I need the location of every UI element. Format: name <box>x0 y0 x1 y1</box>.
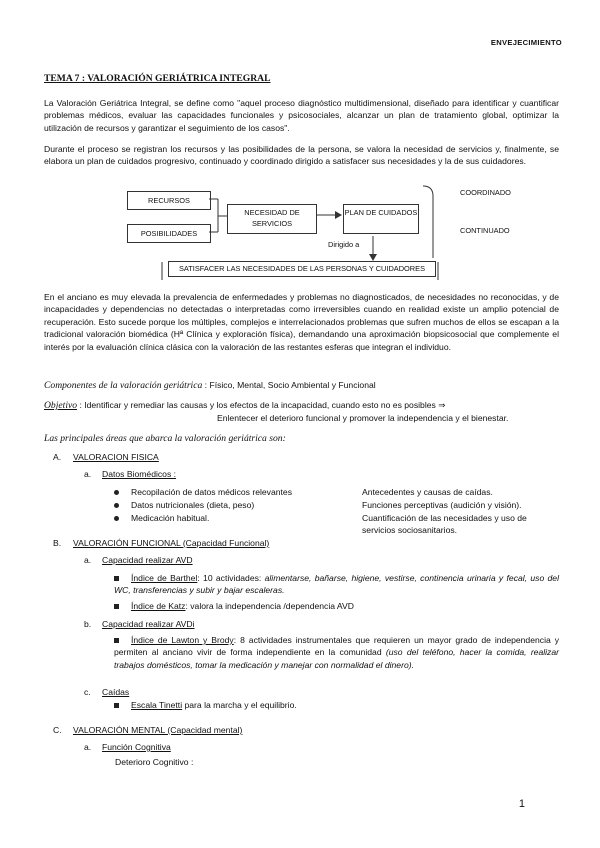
satisfacer-box: SATISFACER LAS NECESIDADES DE LAS PERSONAS Y CUIDADORES <box>168 261 436 277</box>
section-b-title: VALORACIÓN FUNCIONAL (Capacidad Funcional) <box>73 538 270 548</box>
section-a-sub-a-title: Datos Biomédicos : <box>102 469 177 479</box>
objetivo-text-1: : Identificar y remediar las causas y los efectos de la incapacidad, cuando esto no es posibles ⇒ <box>79 400 446 410</box>
areas-title: Las principales áreas que abarca la valoración geriátrica son: <box>44 433 286 444</box>
section-c-sub-a-title: Función Cognitiva <box>102 742 171 752</box>
intro-paragraph-1: La Valoración Geriátrica Integral, se define como "aquel proceso diagnóstico multidimensional, diseñado para identificar y cuantificar problemas médicos, evaluar las capacidades funcionales y psicosociales, alcanzar un plan de tratamiento global, optimizar la utilización de recursos y garantizar el seguimiento de los casos". <box>44 98 559 133</box>
list-item: Medicación habitual. <box>114 512 209 524</box>
section-a-marker: A. <box>53 452 62 462</box>
bullet-icon <box>114 490 119 495</box>
recursos-box: RECURSOS <box>127 191 211 210</box>
necesidad-box: NECESIDAD DE SERVICIOS <box>227 204 317 234</box>
section-b-sub-c-title: Caídas <box>102 687 130 697</box>
continuado-label: CONTINUADO <box>460 226 510 235</box>
list-item: Recopilación de datos médicos relevantes <box>114 486 292 498</box>
section-b-sub-a-marker: a. <box>84 555 92 565</box>
right-item: Cuantificación de las necesidades y uso de servicios sociosanitarios. <box>362 513 527 536</box>
objetivo-label: Objetivo <box>44 400 78 411</box>
right-item: Funciones perceptivas (audición y visión). <box>362 500 522 510</box>
square-bullet-icon <box>114 703 119 708</box>
objetivo-line <box>44 399 445 413</box>
section-c-title: VALORACIÓN MENTAL (Capacidad mental) <box>73 725 243 735</box>
bullet-icon <box>114 503 119 508</box>
section-c-sub-a-marker: a. <box>84 742 92 752</box>
square-bullet-icon <box>114 604 119 609</box>
katz-item: Índice de Katz: valora la independencia /dependencia AVD <box>114 600 354 612</box>
componentes-text: : Físico, Mental, Socio Ambiental y Funcional <box>204 380 376 390</box>
page-number: 1 <box>518 798 525 810</box>
objetivo-text-2: Enlentecer el deterioro funcional y promover la independencia y el bienestar. <box>217 413 509 423</box>
section-b-sub-b-title: Capacidad realizar AVDi <box>102 619 195 629</box>
bullet-icon <box>114 516 119 521</box>
list-item: Datos nutricionales (dieta, peso) <box>114 499 254 511</box>
section-a-sub-a-marker: a. <box>84 469 92 479</box>
tinetti-item: Escala Tinetti para la marcha y el equilibrio. <box>114 699 297 711</box>
lawton-item: Índice de Lawton y Brody: 8 actividades instrumentales que requieren un mayor grado de independencia y permiten al anciano vivir de forma independiente en la comunidad (uso del teléfono, hacer la comida, realizar trabajos domésticos, tomar la medicación y manejar con normalidad el dinero). <box>114 635 560 670</box>
section-b-sub-b-marker: b. <box>84 619 92 629</box>
diagram-connectors <box>0 0 600 300</box>
plan-box: PLAN DE CUIDADOS <box>343 204 419 234</box>
paragraph-3: En el anciano es muy elevada la prevalencia de enfermedades y problemas no diagnosticados, de necesidades no reconocidas, y de incapacidades y dependencias no detectadas o interpretadas como irreversibles cuando en realidad existe un amplio potencial de recuperación. Esto sucede porque los múltiples, complejos e interrelacionados problemas que sufren muchos de ellos se escapan a la tradicional valoración biomédica (Hª Clínica y exploración física), demandando una aproximación biopsicosocial que complemente el interés por la evaluación clínica clásica con la valoración de las restantes esferas que integran el individuo. <box>44 292 559 352</box>
intro-paragraph-2: Durante el proceso se registran los recursos y las posibilidades de la persona, se valora la necesidad de servicios y, finalmente, se elabora un plan de cuidados progresivo, continuado y coordinado dirigido a satisfacer sus necesidades y la de sus cuidadores. <box>44 144 559 167</box>
square-bullet-icon <box>114 638 119 643</box>
deterioro-label: Deterioro Cognitivo : <box>115 757 194 767</box>
section-c-marker: C. <box>53 725 62 735</box>
barthel-item: Índice de Barthel: 10 actividades: alimentarse, bañarse, higiene, vestirse, continencia urinaria y fecal, uso del WC, transferencias y subir y bajar escaleras. <box>114 573 559 596</box>
section-b-sub-c-marker: c. <box>84 687 91 697</box>
posibilidades-box: POSIBILIDADES <box>127 224 211 243</box>
coordinado-label: COORDINADO <box>460 188 511 197</box>
section-a-title: VALORACION FISICA <box>73 452 159 462</box>
section-b-sub-a-title: Capacidad realizar AVD <box>102 555 193 565</box>
header-section: ENVEJECIMIENTO <box>490 38 562 47</box>
componentes-line <box>44 379 376 393</box>
section-b-marker: B. <box>53 538 62 548</box>
square-bullet-icon <box>114 576 119 581</box>
componentes-label: Componentes de la valoración geriátrica <box>44 380 203 391</box>
dirigido-label: Dirigido a <box>328 240 360 249</box>
right-item: Antecedentes y causas de caídas. <box>362 487 493 497</box>
page-title: TEMA 7 : VALORACIÓN GERIÁTRICA INTEGRAL <box>44 73 271 84</box>
